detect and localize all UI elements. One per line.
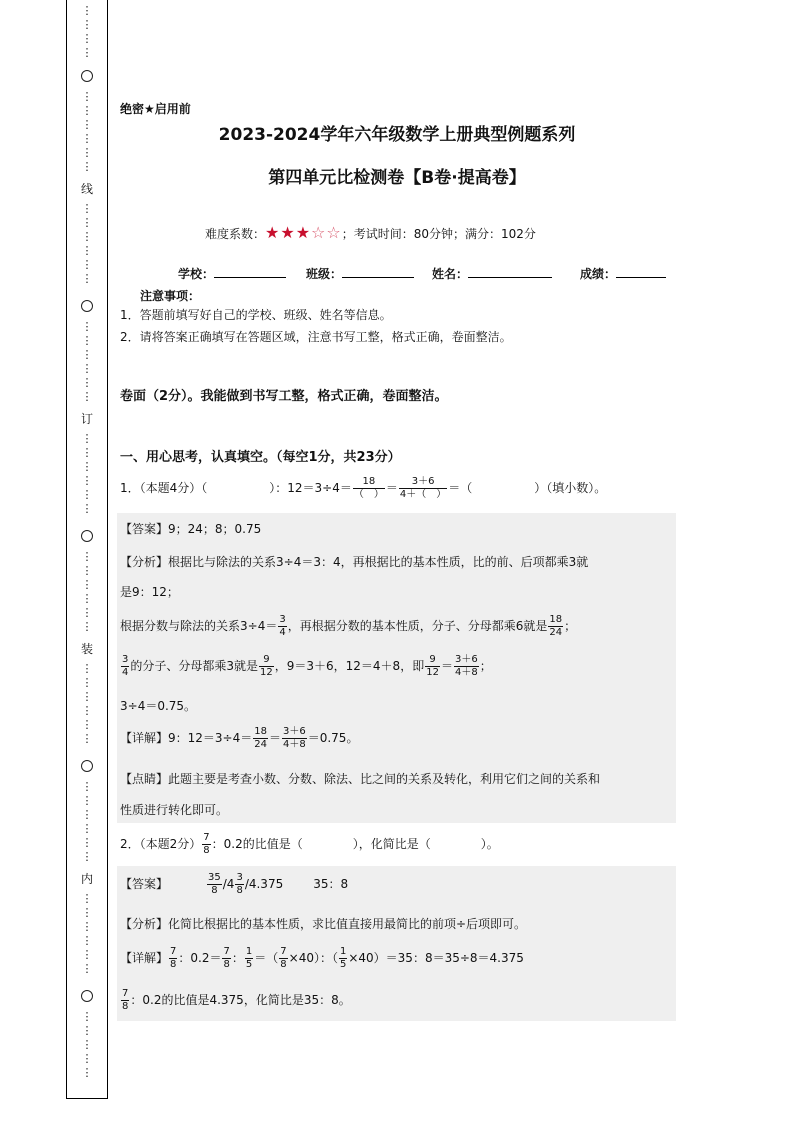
star-filled-icon: ★ — [280, 223, 296, 242]
dotted-line: ⋮ ⋮ ⋮ ⋮ ⋮ ⋮ — [81, 892, 93, 975]
binding-circle — [67, 990, 107, 1005]
class-field[interactable] — [306, 265, 414, 282]
q1-analysis-line: 3÷4＝0.75。 — [120, 699, 197, 713]
section-heading: 一、用心思考，认真填空。（每空1分，共23分） — [120, 450, 401, 465]
q1-point-line: 【点睛】此题主要是考查小数、分数、除法、比之间的关系及转化，利用它们之间的关系和 — [120, 772, 601, 786]
name-field[interactable] — [432, 265, 552, 282]
q2-analysis: 【分析】化简比根据比的基本性质，求比值直接用最简比的前项÷后项即可。 — [120, 917, 527, 931]
paper-neatness: 卷面（2分）。我能做到书写工整，格式正确，卷面整洁。 — [120, 389, 448, 404]
q1-analysis-line: 根据分数与除法的关系3÷4＝ $\frac{3}{4}$ ，再根据分数的基本性质，分子、分母都乘6就是 $\frac{18}{24}$ ； — [120, 614, 577, 638]
binding-word-nei: 内 — [80, 872, 93, 886]
dotted-line: ⋮ ⋮ ⋮ ⋮ ⋮ ⋮ — [81, 662, 93, 745]
dotted-line: ⋮ ⋮ ⋮ ⋮ — [81, 4, 93, 59]
dotted-line: ⋮ ⋮ ⋮ ⋮ ⋮ ⋮ — [81, 432, 93, 515]
notes-heading: 注意事项： — [140, 289, 201, 303]
binding-circle — [67, 300, 107, 315]
exam-time-score: ；考试时间：80分钟；满分：102分 — [341, 227, 536, 241]
q2-conclusion: $\frac{7}{8}$ ：0.2的比值是4.375，化简比是35：8。 — [122, 988, 351, 1012]
difficulty-label: 难度系数： — [205, 227, 266, 241]
q1-detail: 【详解】9：12＝3÷4＝ $\frac{18}{24}$ ＝ $\frac{3+6}{4+8}$ ＝0.75。 — [120, 726, 359, 750]
dotted-line: ⋮ ⋮ ⋮ ⋮ ⋮ ⋮ — [81, 320, 93, 403]
exam-meta — [205, 223, 536, 242]
q1-analysis-line: 【分析】根据比与除法的关系3÷4＝3：4，再根据比的基本性质，比的前、后项都乘3就 — [120, 555, 589, 569]
page-title: 2023-2024学年六年级数学上册典型例题系列 — [218, 125, 576, 145]
school-field[interactable] — [178, 265, 286, 282]
q1-answer: 【答案】9；24；8；0.75 — [120, 522, 262, 536]
question-2: 2．（本题2分） $\frac{7}{8}$ ：0.2的比值是（ ），化简比是（ ）。 — [120, 832, 499, 856]
binding-circle — [67, 70, 107, 85]
q1-analysis-line: $\frac{3}{4}$ 的分子、分母都乘3就是 $\frac{9}{12}$ ，9＝3＋6，12＝4＋8，即 $\frac{9}{12}$ ＝ $\frac{3+6}{4+8}$ ； — [122, 654, 492, 678]
dotted-line: ⋮ ⋮ ⋮ ⋮ ⋮ — [81, 1010, 93, 1079]
difficulty-stars — [265, 223, 342, 242]
note-item: 1．答题前填写好自己的学校、班级、姓名等信息。 — [120, 308, 392, 322]
score-field[interactable] — [580, 265, 666, 282]
school-label: 学校： — [178, 267, 215, 281]
dotted-line: ⋮ ⋮ ⋮ ⋮ ⋮ ⋮ — [81, 550, 93, 633]
score-label: 成绩： — [580, 267, 617, 281]
star-empty-icon: ☆ — [326, 223, 342, 242]
q1-point-line: 性质进行转化即可。 — [120, 803, 229, 817]
q1-analysis-line: 是9：12； — [120, 585, 179, 599]
name-label: 姓名： — [432, 267, 469, 281]
question-1: 1．（本题4分）（ ）：12＝3÷4＝ $\frac{18}{( )}$ ＝ $\frac{3+6}{4+( )}$ ＝（ ）（填小数）。 — [120, 476, 607, 500]
star-filled-icon: ★ — [265, 223, 281, 242]
binding-circle — [67, 760, 107, 775]
class-label: 班级： — [306, 267, 343, 281]
note-item: 2．请将答案正确填写在答题区域，注意书写工整，格式正确，卷面整洁。 — [120, 330, 512, 344]
q2-answer: 【答案】 $\frac{35}{8}$ /4 $\frac{3}{8}$ /4.375 35：8 — [120, 872, 349, 896]
dotted-line: ⋮ ⋮ ⋮ ⋮ ⋮ ⋮ — [81, 202, 93, 285]
binding-word-ding: 订 — [80, 412, 93, 426]
page-subtitle: 第四单元比检测卷【B卷·提高卷】 — [268, 168, 526, 188]
dotted-line: ⋮ ⋮ ⋮ ⋮ ⋮ ⋮ — [81, 780, 93, 863]
secret-label: 绝密★启用前 — [120, 102, 191, 116]
binding-word-zhuang: 装 — [80, 642, 93, 656]
dotted-line: ⋮ ⋮ ⋮ ⋮ ⋮ ⋮ — [81, 90, 93, 173]
binding-circle — [67, 530, 107, 545]
star-empty-icon: ☆ — [311, 223, 327, 242]
binding-word-xian: 线 — [80, 182, 93, 196]
q2-detail: 【详解】 $\frac{7}{8}$ ：0.2＝ $\frac{7}{8}$ ： $\frac{1}{5}$ ＝（ $\frac{7}{8}$ ×40）：（ $\frac{1}{5}$ ×40）＝35：8＝35÷8＝4.375 — [120, 946, 524, 970]
star-filled-icon: ★ — [295, 223, 312, 242]
